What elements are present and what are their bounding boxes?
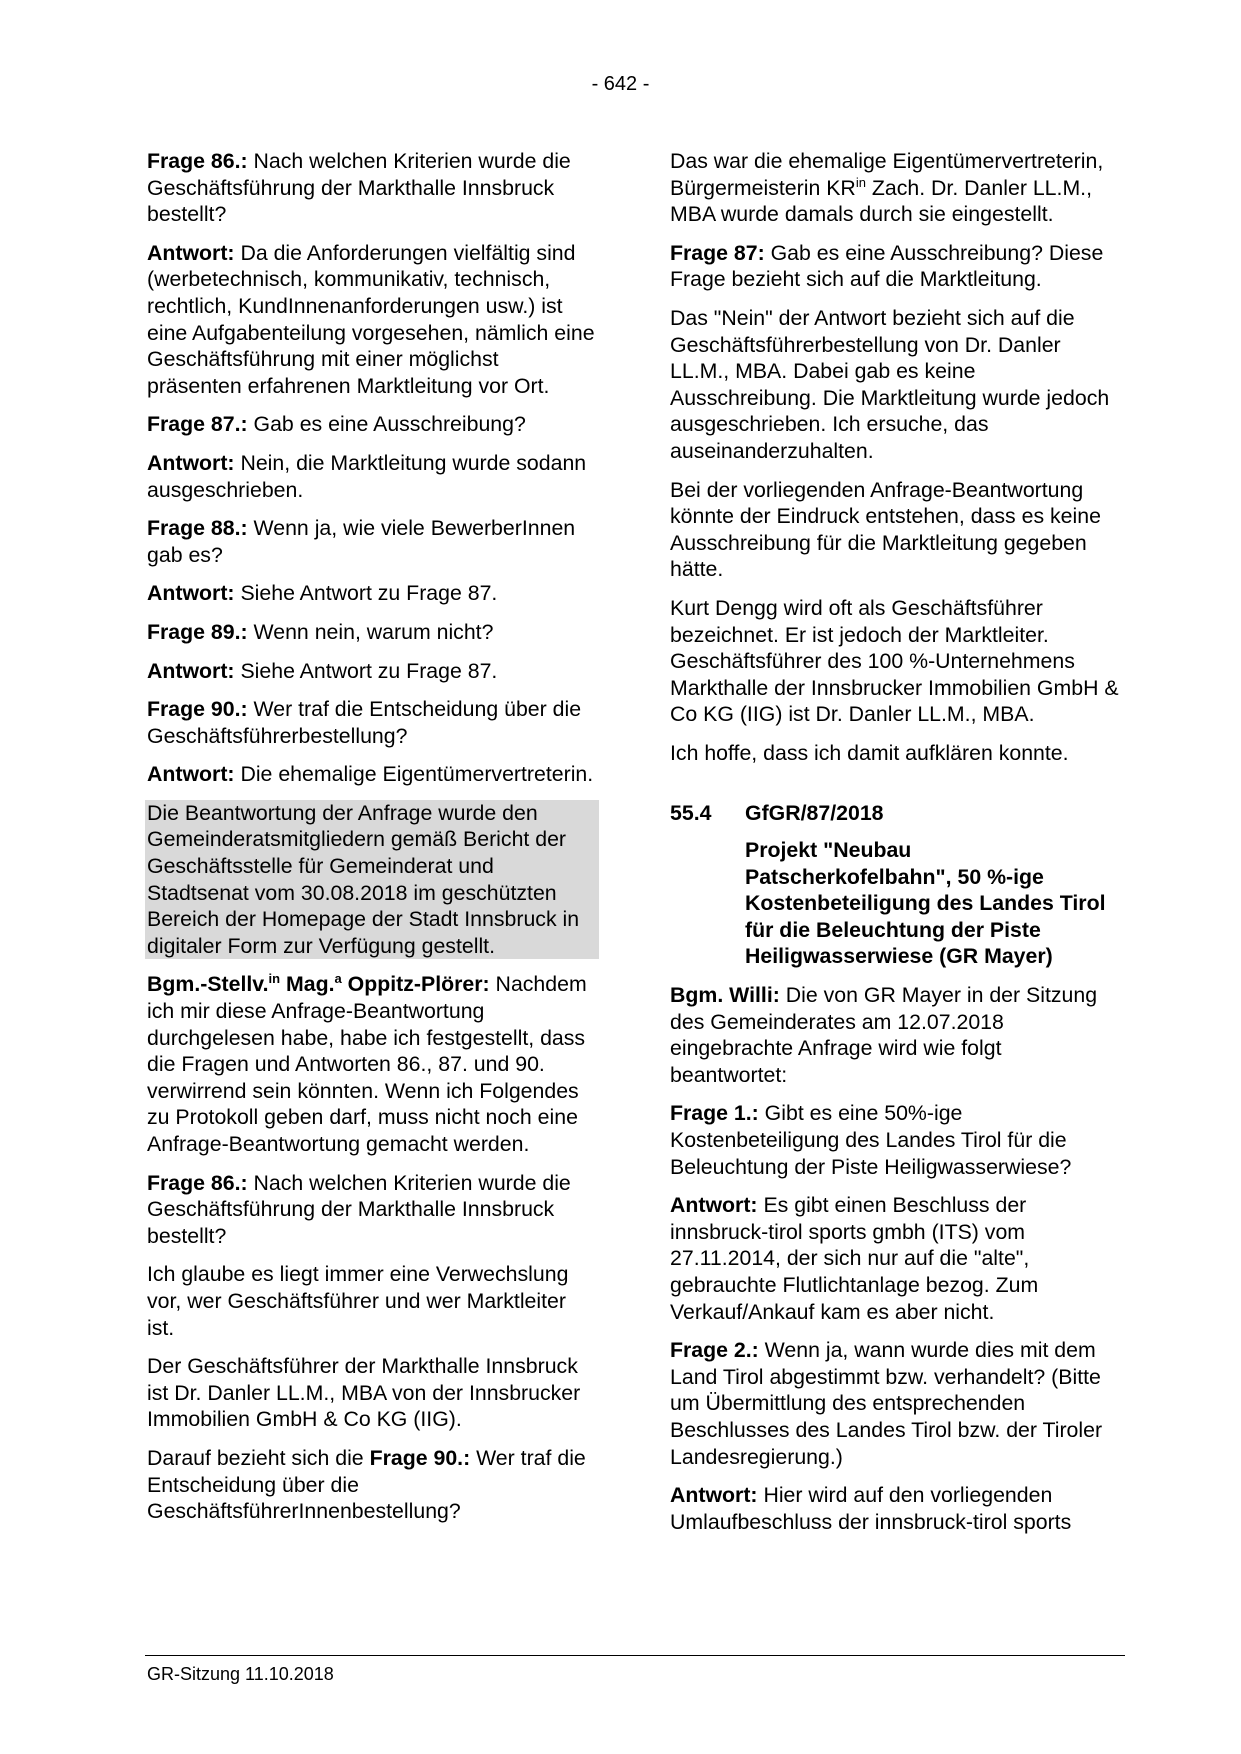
paragraph: Bgm. Willi: Die von GR Mayer in der Sitzung des Gemeinderates am 12.07.2018 eingebrachte Anfrage wird wie folgt beantwortet: — [670, 983, 1098, 1087]
paragraph: Ich glaube es liegt immer eine Verwechslung vor, wer Geschäftsführer und wer Marktleiter ist. — [147, 1262, 569, 1340]
paragraph: Das "Nein" der Antwort bezieht sich auf die Geschäftsführerbestellung von Dr. Danler LL.M., MBA. Dabei gab es keine Ausschreibung. Die Marktleitung wurde jedoch ausgeschrieben. Ich ersuche, das auseinanderzuhalten. — [670, 305, 1110, 463]
paragraph: Antwort: Hier wird auf den vorliegenden Umlaufbeschluss der innsbruck-tirol sports — [670, 1483, 1072, 1534]
paragraph: Das war die ehemalige Eigentümervertreterin, Bürgermeisterin $KR^{in}$ Zach. Dr. Danler LL.M., MBA wurde damals durch sie eingestellt. — [670, 149, 1104, 227]
paragraph: Darauf bezieht sich die Frage 90.: Wer traf die Entscheidung über die GeschäftsführerInnenbestellung? — [147, 1445, 586, 1524]
paragraph: Der Geschäftsführer der Markthalle Innsbruck ist Dr. Danler LL.M., MBA von der Innsbrucker Immobilien GmbH & Co KG (IIG). — [147, 1354, 581, 1432]
paragraph: Antwort: Siehe Antwort zu Frage 87. — [147, 658, 498, 683]
agenda-item-code: GfGR/87/2018 — [745, 801, 884, 826]
shaded-note: Die Beantwortung der Anfrage wurde den Gemeinderatsmitgliedern gemäß Bericht der Geschäftsstelle für Gemeinderat und Stadtsenat vom 30.08.2018 im geschützten Bereich der Homepage der Stadt Innsbruck in digitaler Form zur Verfügung gestellt. — [145, 800, 599, 960]
paragraph: Frage 87: Gab es eine Ausschreibung? Diese Frage bezieht sich auf die Marktleitung. — [670, 240, 1104, 292]
paragraph: Frage 2.: Wenn ja, wann wurde dies mit dem Land Tirol abgestimmt bzw. verhandelt? (Bitte um Übermittlung des entsprechenden Beschlusses des Landes Tirol bzw. der Tiroler Landesregierung.) — [670, 1338, 1103, 1469]
agenda-item-title: Projekt "Neubau Patscherkofelbahn", 50 %-ige Kostenbeteiligung des Landes Tirol für die Beleuchtung der Piste Heiligwasserwiese (GR Mayer) — [745, 838, 1106, 969]
paragraph: Frage 86.: Nach welchen Kriterien wurde die Geschäftsführung der Markthalle Innsbruck bestellt? — [147, 1170, 571, 1248]
paragraph: Frage 87.: Gab es eine Ausschreibung? — [147, 412, 526, 437]
agenda-item-heading — [670, 800, 1120, 827]
agenda-item-number: 55.4 — [670, 801, 712, 826]
footer-divider — [145, 1655, 1125, 1656]
paragraph: Bei der vorliegenden Anfrage-Beantwortung könnte der Eindruck entstehen, dass es keine Ausschreibung für die Marktleitung gegeben hätte. — [670, 477, 1101, 582]
speaker-paragraph: Bgm.-Stellv.$^{in}$ Mag.$^a$ Oppitz-Plörer: Nachdem ich mir diese Anfrage-Beantwortung durchgelesen habe, habe ich festgestellt, dass die Fragen und Antworten 86., 87. und 90. verwirrend sein könnten. Wenn ich Folgendes zu Protokoll geben darf, muss nicht noch eine Anfrage-Beantwortung gemacht werden. — [147, 971, 587, 1156]
paragraph: Frage 89.: Wenn nein, warum nicht? — [147, 619, 494, 644]
paragraph: Frage 86.: Nach welchen Kriterien wurde die Geschäftsführung der Markthalle Innsbruck bestellt? — [147, 149, 571, 227]
paragraph: Antwort: Da die Anforderungen vielfältig sind (werbetechnisch, kommunikativ, technisch, rechtlich, KundInnenanforderungen usw.) ist eine Aufgabenteilung vorgesehen, nämlich eine Geschäftsführung mit einer möglichst präsenten erfahrenen Marktleitung vor Ort. — [147, 240, 595, 398]
left-column — [147, 148, 599, 1537]
page-number: - 642 - — [591, 73, 650, 95]
footer: GR-Sitzung 11.10.2018 — [147, 1664, 334, 1684]
paragraph: Frage 88.: Wenn ja, wie viele BewerberInnen gab es? — [147, 516, 576, 567]
paragraph: Ich hoffe, dass ich damit aufklären konnte. — [670, 740, 1069, 765]
paragraph: Frage 90.: Wer traf die Entscheidung über die Geschäftsführerbestellung? — [147, 697, 582, 748]
paragraph: Antwort: Nein, die Marktleitung wurde sodann ausgeschrieben. — [147, 450, 587, 502]
paragraph: Frage 1.: Gibt es eine 50%-ige Kostenbeteiligung des Landes Tirol für die Beleuchtung der Piste Heiligwasserwiese? — [670, 1101, 1072, 1179]
paragraph: Antwort: Die ehemalige Eigentümervertreterin. — [147, 762, 594, 787]
paragraph: Antwort: Es gibt einen Beschluss der innsbruck-tirol sports gmbh (ITS) vom 27.11.2014, der sich nur auf die "alte", gebrauchte Flutlichtanlage bezog. Zum Verkauf/Ankauf kam es aber nicht. — [670, 1193, 1039, 1324]
right-column — [670, 148, 1120, 1547]
paragraph: Antwort: Siehe Antwort zu Frage 87. — [147, 581, 498, 606]
paragraph: Kurt Dengg wird oft als Geschäftsführer bezeichnet. Er ist jedoch der Marktleiter. Geschäftsführer des 100 %-Unternehmens Markthalle der Innsbrucker Immobilien GmbH & Co KG (IIG) ist Dr. Danler LL.M., MBA. — [670, 595, 1119, 727]
